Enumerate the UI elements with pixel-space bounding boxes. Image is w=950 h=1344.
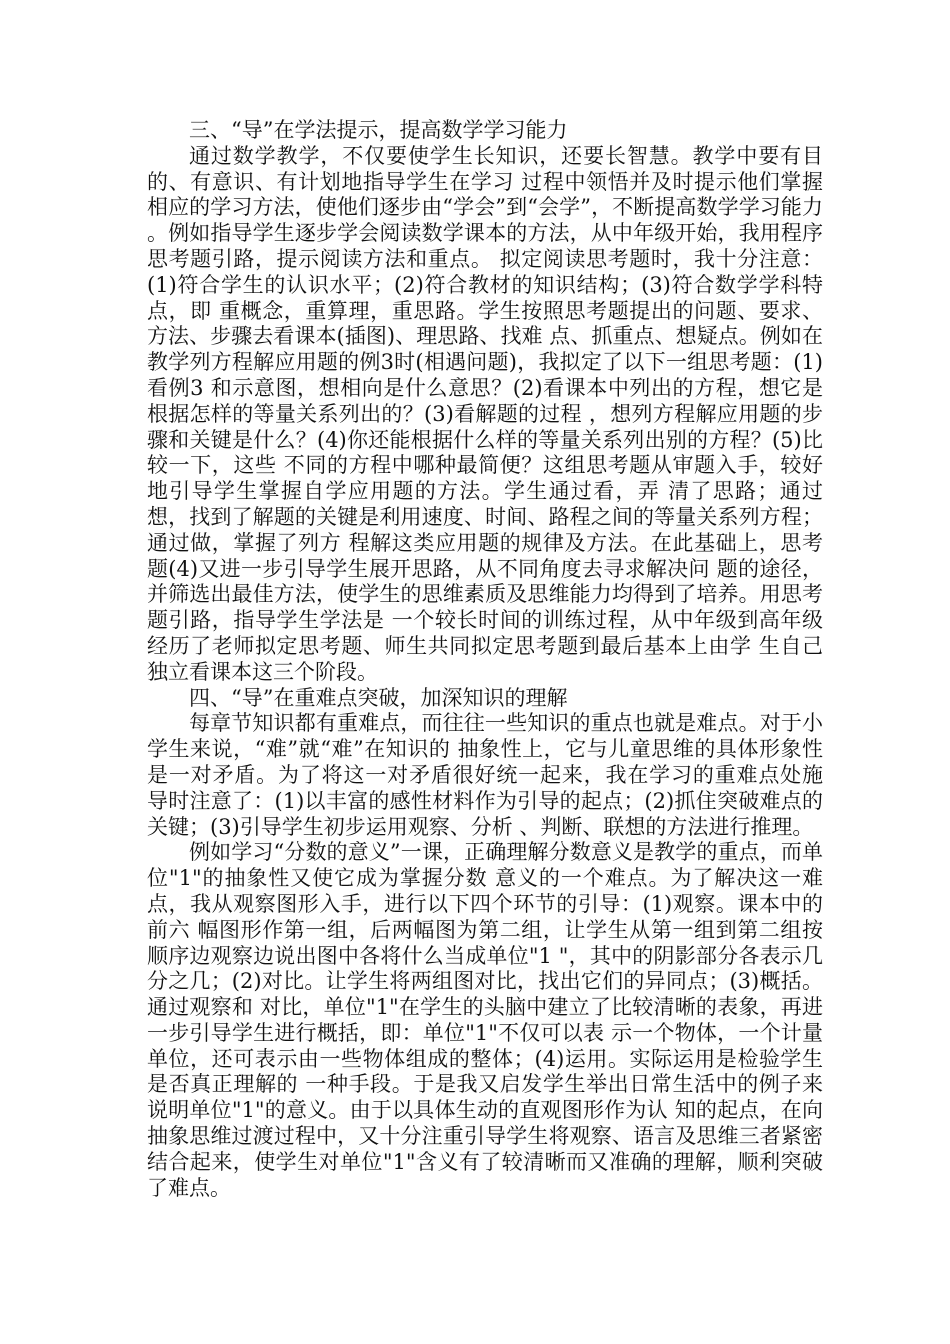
section-3-heading: 三、“导”在学法提示，提高数学学习能力	[189, 118, 568, 142]
section-4-paragraph-2: 例如学习“分数的意义”一课，正确理解分数意义是教学的重点，而单位"1"的抽象性又使它成为掌握分数 意义的一个难点。为了解决这一难点，我从观察图形入手，进行以下四个环节的引导：(1)观察。课本中的前六 幅图形作第一组，后两幅图为第二组，让学生从第一组到第二组按顺序边观察边说出图中各将什么当成单位"1 "，其中的阴影部分各表示几分之几；(2)对比。让学生将两组图对比，找出它们的异同点；(3)概括。通过观察和 对比，单位"1"在学生的头脑中建立了比较清晰的表象，再进一步引导学生进行概括，即：单位"1"不仅可以表 示一个物体，一个计量单位，还可表示由一些物体组成的整体；(4)运用。实际运用是检验学生是否真正理解的 一种手段。于是我又启发学生举出日常生活中的例子来说明单位"1"的意义。由于以具体生动的直观图形作为认 知的起点，在向抽象思维过渡过程中，又十分注重引导学生将观察、语言及思维三者紧密结合起来，使学生对单位"1"含义有了较清晰而又准确的理解，顺利突破了难点。	[147, 840, 823, 1200]
section-4-paragraph-1: 每章节知识都有重难点，而往往一些知识的重点也就是难点。对于小学生来说，“难”就“难”在知识的 抽象性上，它与儿童思维的具体形象性是一对矛盾。为了将这一对矛盾很好统一起来，我在学习的重难点处施 导时注意了：(1)以丰富的感性材料作为引导的起点；(2)抓住突破难点的关键；(3)引导学生初步运用观察、分析 、判断、联想的方法进行推理。	[147, 711, 823, 839]
section-3-paragraph: 通过数学教学，不仅要使学生长知识，还要长智慧。教学中要有目的、有意识、有计划地指导学生在学习 过程中领悟并及时提示他们掌握相应的学习方法，使他们逐步由“学会”到“会学”，不断提高数学学习能力 。例如指导学生逐步学会阅读数学课本的方法，从中年级开始，我用程序思考题引路，提示阅读方法和重点。 拟定阅读思考题时，我十分注意：(1)符合学生的认识水平；(2)符合教材的知识结构；(3)符合数学学科特点，即 重概念，重算理，重思路。学生按照思考题提出的问题、要求、方法、步骤去看课本(插图)、理思路、找难 点、抓重点、想疑点。例如在教学列方程解应用题的例3时(相遇问题)，我拟定了以下一组思考题：(1)看例3 和示意图，想相向是什么意思？(2)看课本中列出的方程，想它是根据怎样的等量关系列出的？(3)看解题的过程 ，想列方程解应用题的步骤和关键是什么？(4)你还能根据什么样的等量关系列出别的方程？(5)比较一下，这些 不同的方程中哪种最简便？这组思考题从审题入手，较好地引导学生掌握自学应用题的方法。学生通过看，弄 清了思路；通过想，找到了解题的关键是利用速度、时间、路程之间的等量关系列方程；通过做，掌握了列方 程解这类应用题的规律及方法。在此基础上，思考题(4)又进一步引导学生展开思路，从不同角度去寻求解决问 题的途径，并筛选出最佳方法，使学生的思维素质及思维能力均得到了培养。用思考题引路，指导学生学法是 一个较长时间的训练过程，从中年级到高年级经历了老师拟定思考题、师生共同拟定思考题到最后基本上由学 生自己独立看课本这三个阶段。	[147, 143, 823, 684]
document-page	[147, 118, 823, 1201]
section-4-heading: 四、“导”在重难点突破，加深知识的理解	[189, 685, 568, 710]
